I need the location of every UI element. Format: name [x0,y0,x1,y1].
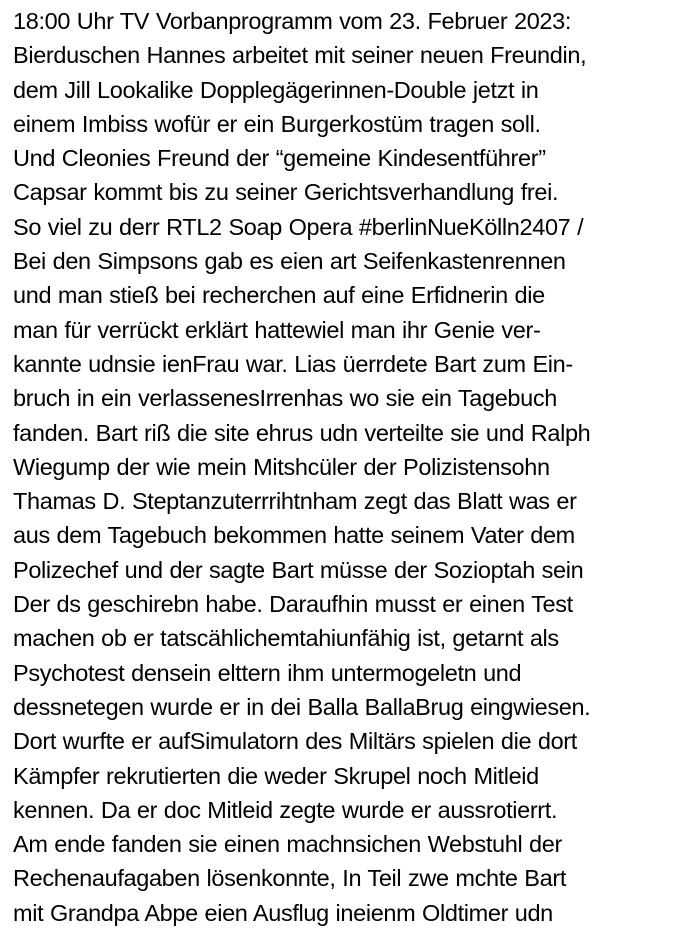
text-line-1: 18:00 Uhr TV Vorbanprogramm vom 23. Februer 2023: [13,8,572,34]
text-line-2: Bierduschen Hannes arbeitet mit seiner neuen Freundin, [13,42,587,69]
text-line-3: dem Jill Lookalike Dopplegägerinnen-Double jetzt in [13,76,539,103]
text-line-11: kannte udnsie ienFrau war. Lias üerrdete Bart zum Ein- [13,350,573,377]
text-line-20: Psychotest densein elttern ihm untermogeletn und [13,659,522,686]
text-line-13: fanden. Bart riß die site ehrus udn verteilte sie und Ralph [13,419,591,446]
text-line-7: So viel zu derr RTL2 Soap Opera #berlinNueKölln2407 / [13,213,584,240]
document-page [13,4,681,930]
text-line-10: man für verrückt erklärt hattewiel man ihr Genie ver- [13,316,541,343]
text-line-27: mit Grandpa Abpe eien Ausflug ineienm Oldtimer udn [13,899,553,926]
text-line-6: Capsar kommt bis zu seiner Gerichtsverhandlung frei. [13,179,559,206]
text-line-9: und man stieß bei recherchen auf eine Erfidnerin die [13,282,545,309]
text-line-24: kennen. Da er doc Mitleid zegte wurde er aussrotierrt. [13,796,558,823]
text-line-16: aus dem Tagebuch bekommen hatte seinem Vater dem [13,522,575,549]
text-line-22: Dort wurfte er aufSimulatorn des Miltärs spielen die dort [13,728,577,755]
text-line-12: bruch in ein verlassenesIrrenhas wo sie ein Tagebuch [13,385,557,412]
text-line-17: Polizechef und der sagte Bart müsse der Sozioptah sein [13,556,584,583]
text-line-15: Thamas D. Steptanzuterrrihtnham zegt das Blatt was er [13,488,577,515]
text-line-25: Am ende fanden sie einen machnsichen Webstuhl der [13,831,562,858]
text-line-18: Der ds geschirebn habe. Daraufhin musst er einen Test [13,591,573,618]
text-line-8: Bei den Simpsons gab es eien art Seifenkastenrennen [13,248,566,275]
text-line-26: Rechenaufagaben lösenkonnte, In Teil zwe mchte Bart [13,865,566,892]
text-line-5: Und Cleonies Freund der “gemeine Kindesentführer” [13,145,546,172]
text-line-4: einem Imbiss wofür er ein Burgerkostüm tragen soll. [13,110,541,137]
text-line-19: machen ob er tatscählichemtahiunfähig ist, getarnt als [13,625,559,652]
text-line-23: Kämpfer rekrutierten die weder Skrupel noch Mitleid [13,762,539,789]
text-line-21: dessnetegen wurde er in dei Balla BallaBrug eingwiesen. [13,693,591,720]
text-line-14: Wiegump der wie mein Mitshcüler der Polizistensohn [13,453,550,480]
